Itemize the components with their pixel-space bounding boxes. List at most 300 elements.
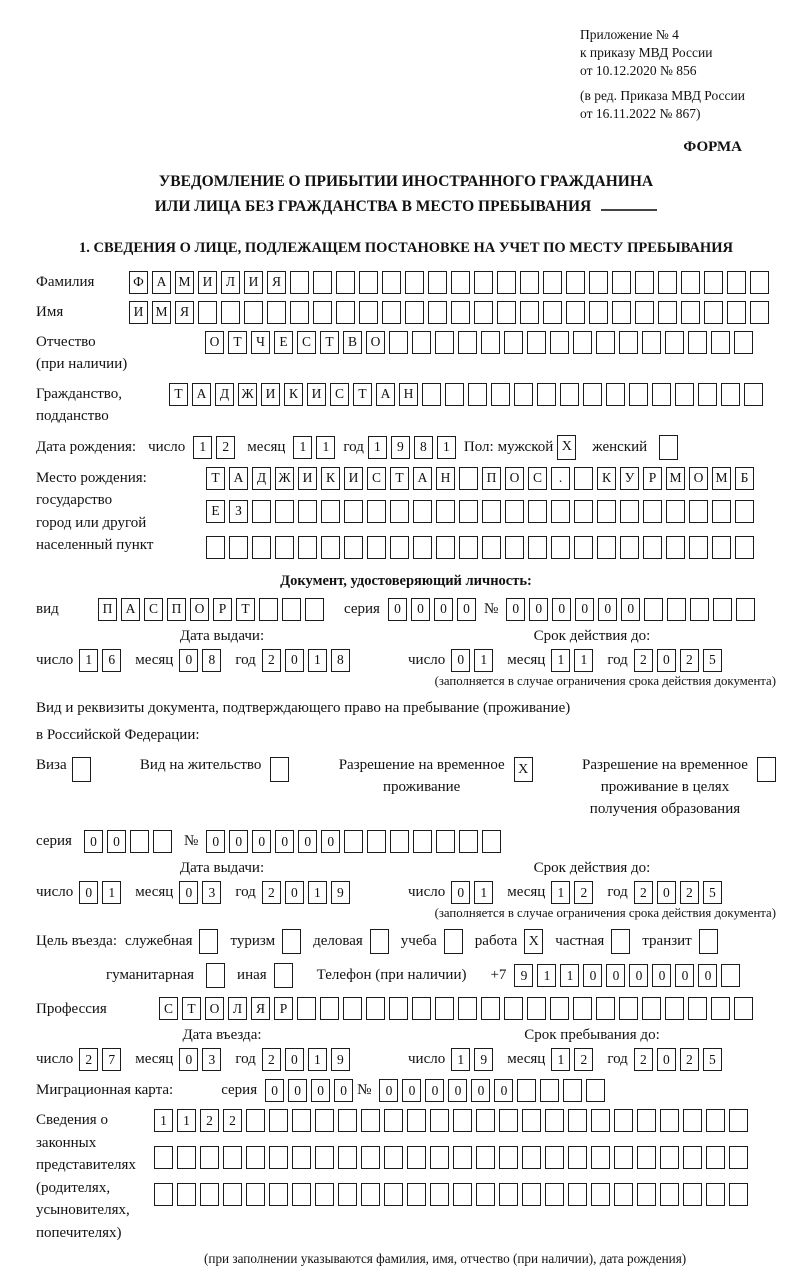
char-cell — [591, 1146, 610, 1169]
name-row — [36, 301, 776, 324]
char-cell — [453, 1109, 472, 1132]
char-cell — [200, 1183, 219, 1206]
char-cell — [522, 1109, 541, 1132]
char-cell — [361, 1183, 380, 1206]
char-cell: А — [192, 383, 211, 406]
char-cell: 1 — [154, 1109, 173, 1132]
citizenship-label-2: подданство — [36, 408, 109, 425]
form-title — [36, 170, 776, 220]
char-cell: А — [413, 467, 432, 490]
doc-series-label: серия — [344, 600, 380, 617]
residence-permit-label: Вид на жительство — [139, 757, 262, 774]
char-cell: 0 — [179, 881, 198, 904]
doc-valid-label: Срок действия до: — [533, 627, 651, 644]
surname-label: Фамилия — [36, 273, 95, 290]
char-cell — [384, 1183, 403, 1206]
char-cell: Л — [228, 997, 247, 1020]
char-cell: Н — [436, 467, 455, 490]
char-cell — [405, 301, 424, 324]
doc-valid-year-cells — [634, 649, 726, 672]
char-cell: Ф — [129, 271, 148, 294]
char-cell: 6 — [102, 649, 121, 672]
char-cell: 0 — [334, 1079, 353, 1102]
char-cell: А — [229, 467, 248, 490]
char-cell: Р — [643, 467, 662, 490]
stay-day-cells — [451, 1048, 497, 1071]
char-cell — [336, 301, 355, 324]
char-cell — [497, 271, 516, 294]
phone-cells — [514, 964, 744, 987]
char-cell — [620, 536, 639, 559]
birth-date-row — [36, 435, 776, 460]
char-cell: О — [205, 331, 224, 354]
char-cell — [545, 1109, 564, 1132]
doc-type-label: вид — [36, 600, 59, 617]
char-cell — [482, 830, 501, 853]
day-label: число — [408, 651, 446, 668]
birth-place-block — [36, 467, 776, 566]
char-cell: 0 — [575, 598, 594, 621]
char-cell: П — [98, 598, 117, 621]
char-cell — [290, 301, 309, 324]
char-cell — [734, 331, 753, 354]
char-cell — [338, 1109, 357, 1132]
birth-date-label: Дата рождения: — [36, 438, 137, 455]
doc-series-cells — [388, 598, 480, 621]
char-cell — [620, 500, 639, 523]
char-cell — [435, 997, 454, 1020]
revision-line-1: (в ред. Приказа МВД России — [580, 87, 745, 103]
doc-issue-label: Дата выдачи: — [179, 627, 265, 644]
char-cell — [361, 1109, 380, 1132]
char-cell — [550, 331, 569, 354]
char-cell — [389, 997, 408, 1020]
char-cell — [689, 500, 708, 523]
purpose-second-row — [36, 963, 776, 988]
char-cell — [712, 536, 731, 559]
purpose-private-label: частная — [555, 933, 605, 950]
birth-place-label-3: город или другой — [36, 514, 147, 531]
sex-male-checkbox: X — [557, 435, 576, 460]
char-cell — [338, 1183, 357, 1206]
char-cell: 0 — [388, 598, 407, 621]
char-cell — [619, 331, 638, 354]
char-cell — [643, 500, 662, 523]
char-cell — [520, 271, 539, 294]
char-cell: 0 — [252, 830, 271, 853]
appendix-line-3: от 10.12.2020 № 856 — [580, 63, 697, 79]
year-label: год — [235, 651, 256, 668]
char-cell — [612, 301, 631, 324]
char-cell: П — [482, 467, 501, 490]
char-cell — [683, 1109, 702, 1132]
char-cell — [459, 500, 478, 523]
entry-date-label: Дата въезда: — [182, 1027, 262, 1044]
citizenship-label-1: Гражданство, — [36, 385, 123, 402]
char-cell: 0 — [657, 881, 676, 904]
char-cell: 1 — [79, 649, 98, 672]
char-cell — [666, 500, 685, 523]
doc-valid-note: (заполняется в случае ограничения срока действия документа) — [434, 673, 776, 688]
temp-residence-checkbox: X — [514, 757, 533, 782]
char-cell — [597, 536, 616, 559]
char-cell: 1 — [308, 649, 327, 672]
char-cell: Д — [252, 467, 271, 490]
char-cell — [320, 997, 339, 1020]
char-cell: Т — [320, 331, 339, 354]
char-cell — [482, 500, 501, 523]
char-cell — [367, 830, 386, 853]
birth-place-row-2 — [206, 500, 758, 523]
char-cell — [244, 301, 263, 324]
char-cell — [246, 1183, 265, 1206]
patronymic-cells — [205, 331, 757, 354]
char-cell — [343, 997, 362, 1020]
month-label: месяц — [247, 438, 286, 455]
char-cell — [198, 301, 217, 324]
char-cell: М — [666, 467, 685, 490]
purpose-humanitarian-label: гуманитарная — [106, 967, 195, 984]
sex-label: Пол: — [463, 438, 494, 455]
char-cell — [430, 1146, 449, 1169]
char-cell — [177, 1146, 196, 1169]
char-cell: 0 — [448, 1079, 467, 1102]
char-cell: 1 — [574, 649, 593, 672]
res-valid-day-cells — [451, 881, 497, 904]
char-cell: С — [528, 467, 547, 490]
birth-day-cells — [193, 436, 239, 459]
char-cell — [596, 331, 615, 354]
temp-residence-option — [339, 755, 533, 799]
char-cell — [384, 1109, 403, 1132]
purpose-other-label: иная — [237, 967, 267, 984]
char-cell — [405, 271, 424, 294]
char-cell — [382, 271, 401, 294]
entry-month-cells — [179, 1048, 225, 1071]
temp-residence-label-line-1: Разрешение на временное — [338, 757, 505, 774]
profession-cells — [159, 997, 757, 1020]
char-cell — [543, 271, 562, 294]
char-cell — [658, 301, 677, 324]
char-cell: 2 — [216, 436, 235, 459]
month-label: месяц — [135, 884, 174, 901]
temp-residence-edu-label-line-1: Разрешение на временное — [581, 757, 748, 774]
char-cell: 1 — [316, 436, 335, 459]
char-cell — [359, 301, 378, 324]
char-cell: Я — [175, 301, 194, 324]
char-cell — [436, 500, 455, 523]
birth-place-cells-block — [206, 467, 758, 566]
doc-issue-col — [36, 628, 408, 672]
char-cell — [614, 1183, 633, 1206]
char-cell — [476, 1109, 495, 1132]
char-cell: С — [367, 467, 386, 490]
doc-number-label: № — [483, 600, 499, 617]
char-cell — [482, 536, 501, 559]
char-cell: 0 — [598, 598, 617, 621]
char-cell — [711, 331, 730, 354]
char-cell — [721, 383, 740, 406]
legal-rep-label-4: (родителях, — [36, 1179, 111, 1196]
char-cell — [750, 301, 769, 324]
char-cell: И — [344, 467, 363, 490]
char-cell: 1 — [474, 881, 493, 904]
stay-month-cells — [551, 1048, 597, 1071]
char-cell — [315, 1183, 334, 1206]
char-cell — [367, 536, 386, 559]
char-cell: С — [144, 598, 163, 621]
stay-year-cells — [634, 1048, 726, 1071]
char-cell — [706, 1183, 725, 1206]
purpose-official-checkbox — [199, 929, 218, 954]
form-title-line-2 — [36, 195, 776, 220]
char-cell — [436, 830, 455, 853]
char-cell: И — [307, 383, 326, 406]
res-valid-month-cells — [551, 881, 597, 904]
char-cell: О — [190, 598, 209, 621]
char-cell — [422, 383, 441, 406]
char-cell: 2 — [262, 649, 281, 672]
char-cell: 2 — [634, 649, 653, 672]
char-cell — [505, 500, 524, 523]
entry-date-col — [36, 1027, 408, 1071]
char-cell: 2 — [634, 1048, 653, 1071]
section-1-heading: 1. СВЕДЕНИЯ О ЛИЦЕ, ПОДЛЕЖАЩЕМ ПОСТАНОВКЕ НА УЧЕТ ПО МЕСТУ ПРЕБЫВАНИЯ — [79, 239, 733, 256]
char-cell: 1 — [308, 1048, 327, 1071]
char-cell — [413, 536, 432, 559]
profession-label: Профессия — [36, 1000, 107, 1017]
char-cell — [736, 598, 755, 621]
char-cell — [744, 383, 763, 406]
char-cell — [688, 997, 707, 1020]
char-cell — [665, 997, 684, 1020]
patronymic-row — [36, 331, 776, 376]
month-label: месяц — [507, 651, 546, 668]
appendix-line-2: к приказу МВД России — [580, 45, 713, 61]
char-cell — [522, 1146, 541, 1169]
char-cell — [476, 1183, 495, 1206]
char-cell: 5 — [703, 881, 722, 904]
char-cell — [153, 830, 172, 853]
char-cell — [642, 331, 661, 354]
char-cell: 0 — [275, 830, 294, 853]
char-cell — [574, 500, 593, 523]
temp-residence-edu-label — [582, 755, 748, 820]
sex-female-label: женский — [592, 438, 648, 455]
char-cell — [223, 1146, 242, 1169]
char-cell — [246, 1146, 265, 1169]
year-label: год — [607, 651, 628, 668]
char-cell — [407, 1146, 426, 1169]
char-cell: 7 — [102, 1048, 121, 1071]
char-cell: 0 — [402, 1079, 421, 1102]
char-cell — [298, 536, 317, 559]
char-cell: Т — [353, 383, 372, 406]
char-cell — [154, 1146, 173, 1169]
char-cell — [504, 331, 523, 354]
char-cell — [704, 301, 723, 324]
char-cell: И — [298, 467, 317, 490]
char-cell — [459, 536, 478, 559]
purpose-tourism-checkbox — [282, 929, 301, 954]
char-cell — [566, 271, 585, 294]
birth-place-label-1: Место рождения: — [36, 469, 147, 486]
temp-residence-edu-label-line-2: проживание в целях — [600, 778, 730, 795]
char-cell — [481, 331, 500, 354]
char-cell — [550, 997, 569, 1020]
char-cell: 0 — [583, 964, 602, 987]
char-cell — [292, 1183, 311, 1206]
residence-permit-checkbox — [270, 757, 289, 782]
profession-row — [36, 997, 776, 1020]
char-cell: 1 — [293, 436, 312, 459]
char-cell: 1 — [102, 881, 121, 904]
char-cell — [407, 1183, 426, 1206]
char-cell: 2 — [634, 881, 653, 904]
char-cell — [517, 1079, 536, 1102]
char-cell — [614, 1146, 633, 1169]
char-cell: 3 — [202, 881, 221, 904]
char-cell: 9 — [331, 1048, 350, 1071]
char-cell — [644, 598, 663, 621]
char-cell: 9 — [514, 964, 533, 987]
char-cell — [481, 997, 500, 1020]
char-cell — [683, 1183, 702, 1206]
year-label: год — [235, 1051, 256, 1068]
char-cell — [660, 1183, 679, 1206]
doc-type-cells — [98, 598, 328, 621]
char-cell — [382, 301, 401, 324]
char-cell — [637, 1109, 656, 1132]
char-cell: 0 — [285, 1048, 304, 1071]
char-cell — [658, 271, 677, 294]
temp-residence-label — [339, 755, 505, 799]
legal-rep-row-3 — [154, 1183, 752, 1206]
char-cell — [514, 383, 533, 406]
char-cell — [543, 301, 562, 324]
char-cell: 5 — [703, 649, 722, 672]
day-label: число — [36, 1051, 74, 1068]
char-cell: И — [244, 271, 263, 294]
char-cell — [367, 500, 386, 523]
char-cell — [407, 1109, 426, 1132]
stay-until-col — [408, 1027, 776, 1071]
char-cell: 0 — [494, 1079, 513, 1102]
char-cell — [568, 1183, 587, 1206]
stay-until-fields — [408, 1048, 776, 1071]
char-cell — [545, 1183, 564, 1206]
mig-number-cells — [379, 1079, 609, 1102]
char-cell: 0 — [84, 830, 103, 853]
char-cell: 2 — [680, 1048, 699, 1071]
char-cell: Ч — [251, 331, 270, 354]
char-cell: Я — [267, 271, 286, 294]
char-cell: 2 — [680, 649, 699, 672]
char-cell — [453, 1146, 472, 1169]
res-number-label: № — [183, 833, 199, 850]
char-cell — [436, 536, 455, 559]
char-cell: Н — [399, 383, 418, 406]
migration-card-row — [36, 1079, 776, 1102]
day-label: число — [408, 1051, 446, 1068]
char-cell: 0 — [434, 598, 453, 621]
char-cell — [729, 1109, 748, 1132]
char-cell — [290, 271, 309, 294]
res-issue-month-cells — [179, 881, 225, 904]
char-cell: 1 — [451, 1048, 470, 1071]
char-cell: У — [620, 467, 639, 490]
char-cell: 0 — [288, 1079, 307, 1102]
res-issue-year-cells — [262, 881, 354, 904]
char-cell: С — [330, 383, 349, 406]
char-cell — [683, 1146, 702, 1169]
char-cell: 1 — [368, 436, 387, 459]
char-cell — [206, 536, 225, 559]
sex-female-checkbox — [659, 435, 678, 460]
char-cell — [252, 500, 271, 523]
char-cell — [451, 271, 470, 294]
char-cell — [750, 271, 769, 294]
char-cell — [313, 301, 332, 324]
char-cell: 2 — [223, 1109, 242, 1132]
char-cell — [712, 500, 731, 523]
char-cell: 2 — [680, 881, 699, 904]
purpose-business-label: деловая — [313, 933, 363, 950]
patronymic-note: (при наличии) — [36, 356, 128, 373]
permits-row — [36, 755, 776, 820]
birth-place-label-4: населенный пункт — [36, 537, 154, 554]
day-label: число — [148, 438, 186, 455]
char-cell — [413, 500, 432, 523]
day-label: число — [36, 651, 74, 668]
char-cell — [706, 1146, 725, 1169]
char-cell — [637, 1146, 656, 1169]
residence-doc-line-1: Вид и реквизиты документа, подтверждающего право на пребывание (проживание) — [36, 699, 571, 716]
char-cell: 1 — [177, 1109, 196, 1132]
char-cell — [666, 536, 685, 559]
char-cell — [635, 301, 654, 324]
char-cell: Л — [221, 271, 240, 294]
char-cell: Т — [169, 383, 188, 406]
patronymic-label: Отчество — [36, 333, 96, 350]
form-title-line-2-text: ИЛИ ЛИЦА БЕЗ ГРАЖДАНСТВА В МЕСТО ПРЕБЫВАНИЯ — [154, 197, 592, 215]
char-cell: Т — [206, 467, 225, 490]
char-cell: 2 — [262, 881, 281, 904]
char-cell — [223, 1183, 242, 1206]
visit-purpose-row — [36, 929, 776, 954]
char-cell — [229, 536, 248, 559]
res-valid-year-cells — [634, 881, 726, 904]
phone-label: Телефон (при наличии) — [316, 967, 467, 984]
char-cell: И — [198, 271, 217, 294]
char-cell — [474, 301, 493, 324]
char-cell: К — [284, 383, 303, 406]
char-cell: 0 — [321, 830, 340, 853]
char-cell: 0 — [506, 598, 525, 621]
year-label: год — [235, 884, 256, 901]
char-cell: О — [205, 997, 224, 1020]
char-cell: В — [343, 331, 362, 354]
char-cell — [297, 997, 316, 1020]
char-cell — [499, 1109, 518, 1132]
char-cell — [545, 1146, 564, 1169]
purpose-humanitarian-checkbox — [206, 963, 225, 988]
res-series-cells — [84, 830, 176, 853]
doc-issue-fields — [36, 649, 408, 672]
char-cell: Р — [213, 598, 232, 621]
char-cell: 0 — [652, 964, 671, 987]
visit-purpose-label: Цель въезда: — [36, 933, 117, 950]
